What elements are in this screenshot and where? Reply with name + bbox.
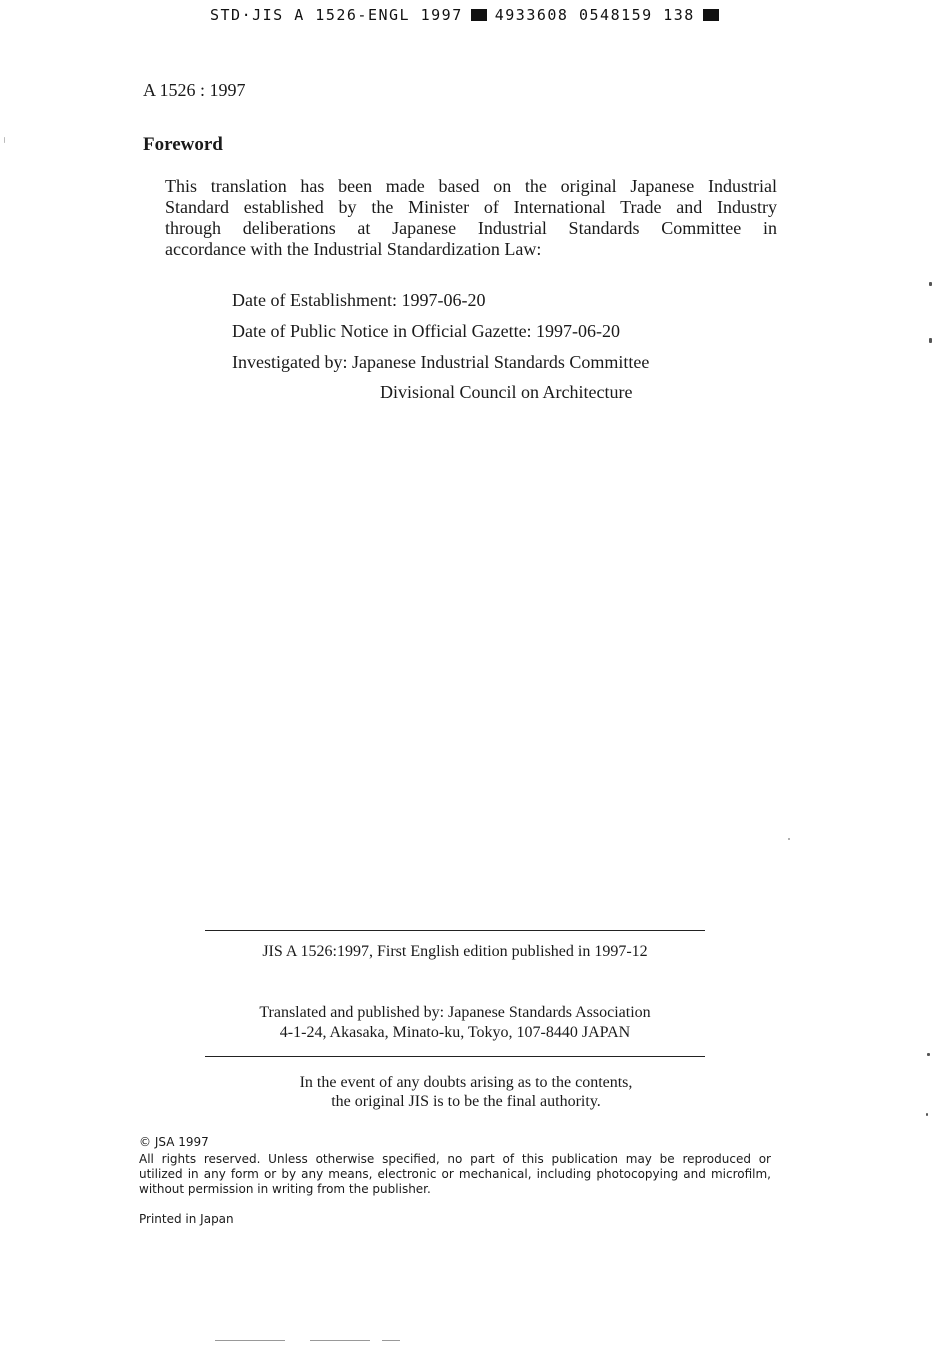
document-number: A 1526 : 1997 — [143, 80, 246, 100]
investigated-by: Investigated by: Japanese Industrial Standards Committee — [232, 352, 650, 372]
establishment-date: Date of Establishment: 1997-06-20 — [232, 290, 486, 310]
scan-header-line — [210, 6, 727, 24]
public-notice-date: Date of Public Notice in Official Gazette: 1997-06-20 — [232, 321, 621, 341]
header-numbers: 4933608 0548159 138 — [494, 6, 695, 24]
scan-edge — [215, 1340, 285, 1341]
scan-speck — [929, 282, 932, 286]
rights-line: without permission in writing from the publisher. — [139, 1182, 431, 1196]
foreword-heading: Foreword — [143, 134, 223, 155]
rights-line: utilized in any form or by any means, electronic or mechanical, including photocopying and microfilm, — [139, 1167, 771, 1181]
scan-speck — [929, 338, 932, 343]
paragraph-line: through deliberations at Japanese Industrial Standards Committee in — [165, 218, 777, 238]
scan-edge — [382, 1340, 400, 1341]
redaction-block-icon — [471, 9, 487, 21]
divider-rule — [205, 1056, 705, 1057]
rights-statement — [139, 1152, 771, 1197]
publisher-address: 4-1-24, Akasaka, Minato-ku, Tokyo, 107-8440 JAPAN — [279, 1024, 631, 1041]
scan-speck — [926, 1113, 928, 1116]
publisher-line: Translated and published by: Japanese Standards Association — [259, 1004, 651, 1021]
scan-speck — [788, 838, 790, 840]
scan-speck — [4, 137, 5, 143]
divisional-council: Divisional Council on Architecture — [380, 382, 633, 402]
redaction-block-icon — [703, 9, 719, 21]
paragraph-line: accordance with the Industrial Standardization Law: — [165, 239, 542, 259]
paragraph-line: Standard established by the Minister of International Trade and Industry — [165, 197, 777, 217]
scan-edge — [310, 1340, 370, 1341]
printed-in: Printed in Japan — [139, 1212, 234, 1226]
authority-note: In the event of any doubts arising as to the contents, — [299, 1074, 633, 1091]
edition-line: JIS A 1526:1997, First English edition published in 1997-12 — [262, 943, 648, 960]
paragraph-line: This translation has been made based on the original Japanese Industrial — [165, 176, 777, 196]
std-code: STD·JIS A 1526-ENGL 1997 — [210, 6, 463, 24]
foreword-paragraph — [165, 176, 777, 260]
scan-speck — [927, 1053, 930, 1056]
divider-rule — [205, 930, 705, 931]
rights-line: All rights reserved. Unless otherwise specified, no part of this publication may be reproduced or — [139, 1152, 771, 1166]
copyright: © JSA 1997 — [139, 1135, 209, 1149]
authority-note: the original JIS is to be the final authority. — [331, 1093, 601, 1110]
